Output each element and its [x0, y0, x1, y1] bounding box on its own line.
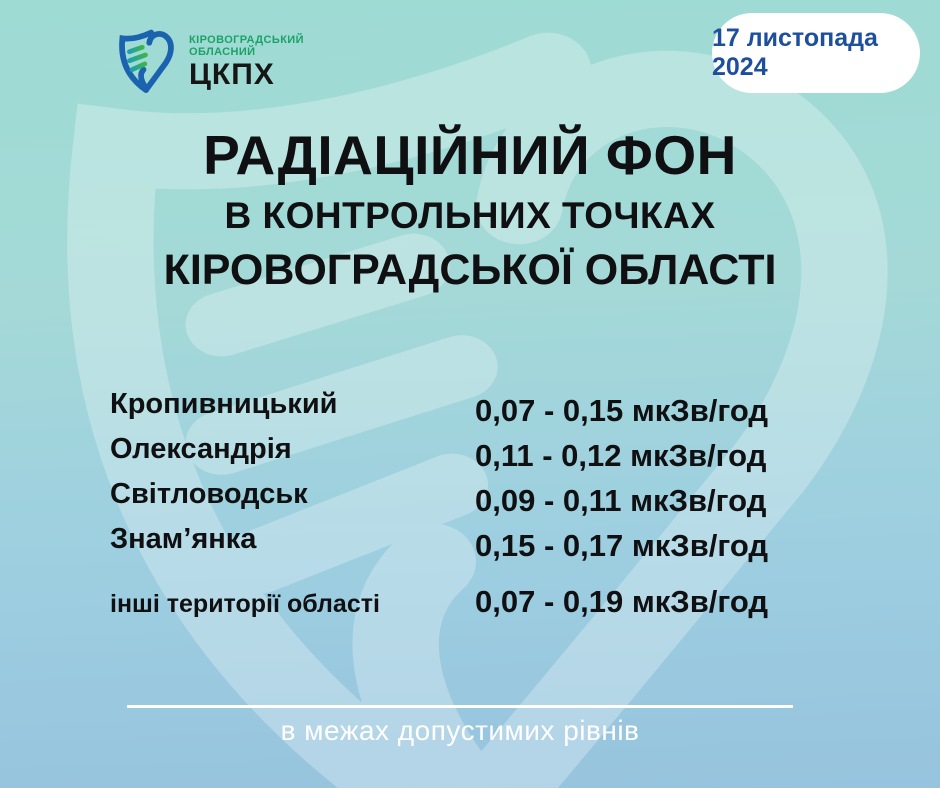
location-label: Знам’янка [110, 523, 257, 555]
radiation-value: 0,09 - 0,11 мкЗв/год [475, 483, 767, 518]
location-label: Світловодськ [110, 478, 308, 510]
footer [127, 705, 793, 747]
radiation-value: 0,15 - 0,17 мкЗв/год [475, 528, 769, 563]
logo [116, 28, 304, 96]
location-label: Олександрія [110, 433, 292, 465]
radiation-value: 0,07 - 0,15 мкЗв/год [475, 393, 769, 428]
title-line-1: РАДІАЦІЙНИЙ ФОН [203, 124, 737, 186]
org-abbr: ЦКПХ [189, 57, 275, 91]
table-row [110, 433, 840, 478]
divider-line [127, 705, 793, 708]
date-badge: 17 листопада 2024 [712, 13, 920, 93]
logo-text [189, 34, 304, 91]
header [0, 0, 940, 110]
title-line-2: В КОНТРОЛЬНИХ ТОЧКАХ [224, 195, 716, 236]
location-label: інші території області [110, 590, 380, 618]
table-row [110, 523, 840, 568]
footer-note: в межах допустимих рівнів [280, 715, 640, 746]
org-name-line1: КІРОВОГРАДСЬКИЙ [189, 33, 304, 46]
measurements-table [110, 388, 840, 627]
page-title [0, 122, 940, 296]
table-row [110, 478, 840, 523]
title-line-3: КІРОВОГРАДСЬКОЇ ОБЛАСТІ [163, 246, 777, 294]
location-label: Кропивницький [110, 388, 338, 420]
radiation-value: 0,11 - 0,12 мкЗв/год [475, 438, 767, 473]
table-row [110, 582, 840, 627]
org-name-line2: ОБЛАСНИЙ [189, 45, 256, 58]
table-row [110, 388, 840, 433]
ckph-logo-icon [116, 28, 180, 96]
radiation-value: 0,07 - 0,19 мкЗв/год [475, 584, 769, 619]
